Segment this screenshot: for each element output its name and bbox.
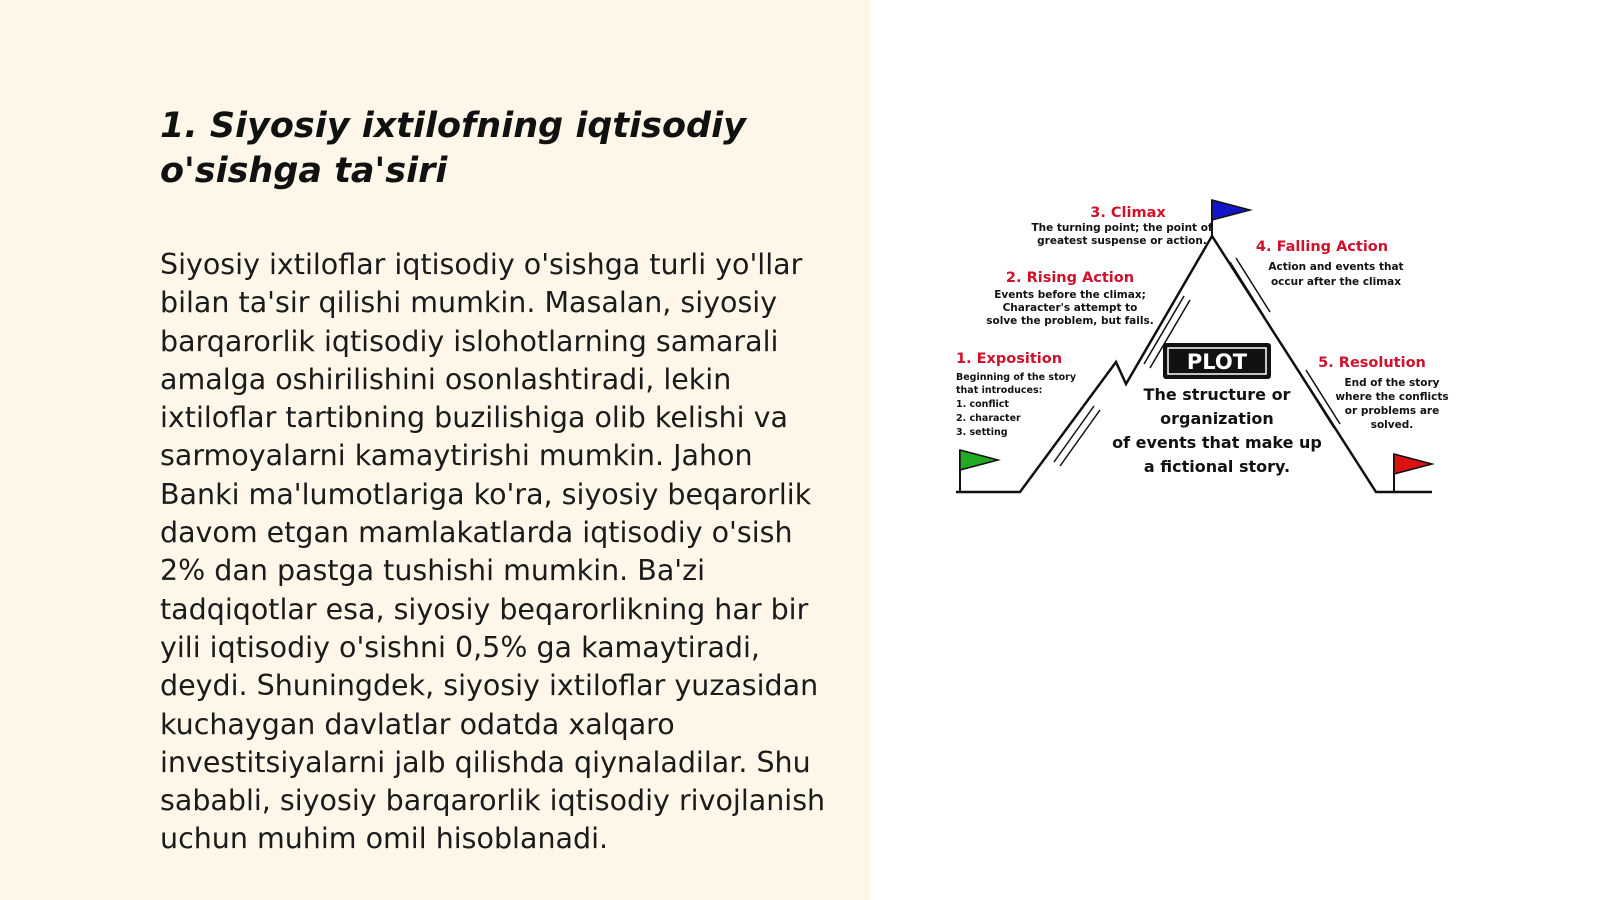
plot-definition-line: of events that make up [1112,433,1322,452]
falling-action-desc: occur after the climax [1270,276,1402,288]
falling-action-desc: Action and events that [1268,261,1404,273]
rising-action-title: 2. Rising Action [1005,270,1135,286]
slide-title: 1. Siyosiy ixtilofning iqtisodiy o'sishga ta'siri [160,106,746,191]
rising-action-desc: Character's attempt to [1002,302,1138,314]
resolution-desc: or problems are [1344,405,1440,417]
falling-motion-line [1236,258,1270,312]
exposition-desc: that introduces: [956,385,1043,396]
start-flag-icon [960,450,998,492]
falling-action-title: 4. Falling Action [1255,239,1389,255]
plot-definition-line: a fictional story. [1143,457,1291,476]
rising-action-desc: Events before the climax; [994,289,1146,301]
plot-definition-line: organization [1160,409,1274,428]
resolution-desc: solved. [1370,419,1414,431]
rising-action-desc: solve the problem, but fails. [986,315,1154,327]
plot-title: PLOT [1186,350,1248,374]
plot-definition-line: The structure or [1143,385,1291,404]
falling-motion-line [1300,374,1334,428]
resolution-desc: End of the story [1344,377,1440,389]
exposition-desc: 2. character [956,413,1021,424]
climax-flag-icon [1212,200,1250,236]
falling-motion-line [1230,262,1264,316]
climax-desc: greatest suspense or action. [1037,235,1207,247]
exposition-title: 1. Exposition [956,351,1063,367]
exposition-desc: 3. setting [956,427,1008,438]
resolution-desc: where the conflicts [1335,391,1449,403]
slide-body: Siyosiy ixtiloflar iqtisodiy o'sishga turli yo'llar bilan ta'sir qilishi mumkin. Masalan, siyosiy barqarorlik iqtisodiy islohotlarning samarali amalga oshirilishini osonlashtiradi, lekin ixtiloflar tartibning buzilishiga olib kelishi va sarmoyalarni kamaytirishi mumkin. Jahon Banki ma'lumotlariga ko'ra, siyosiy beqarorlik davom etgan mamlakatlarda iqtisodiy o'sish 2% dan pastga tushishi mumkin. Ba'zi tadqiqotlar esa, siyosiy beqarorlikning har bir yili iqtisodiy o'sishni 0,5% ga kamaytiradi, deydi. Shuningdek, siyosiy ixtiloflar yuzasidan kuchaygan davlatlar odatda xalqaro investitsiyalarni jalb qilishda qiynaladilar. Shu sababli, siyosiy barqarorlik iqtisodiy rivojlanish uchun muhim omil hisoblanadi. [160,248,826,856]
exposition-desc: Beginning of the story [956,372,1077,383]
end-flag-icon [1394,454,1432,492]
plot-diagram [948,196,1458,508]
plot-diagram-svg [948,196,1458,508]
exposition-desc: 1. conflict [956,399,1009,410]
rising-motion-line [1060,410,1100,466]
climax-title: 3. Climax [1090,205,1166,221]
climax-desc: The turning point; the point of [1031,222,1213,234]
resolution-title: 5. Resolution [1318,355,1426,371]
rising-motion-line [1054,406,1094,462]
